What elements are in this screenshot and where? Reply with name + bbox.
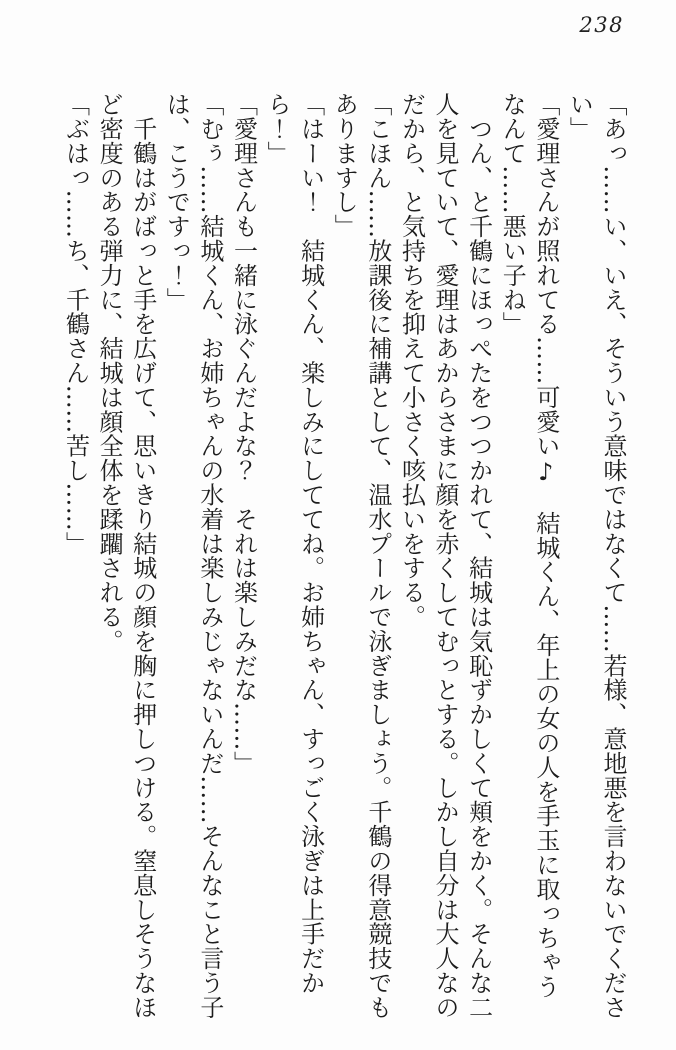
text-block (58, 92, 629, 1022)
paragraph: 「ぶはっ……ち、千鶴さん……苦し……」 (61, 92, 90, 556)
paragraph: 「はーい！ 結城くん、楽しみにしててね。お姉ちゃん、すっごく泳ぎは上手だから！」 (263, 92, 325, 995)
paragraph: 「愛理さんも一緒に泳ぐんだよな？ それは楽しみだな……」 (229, 92, 258, 776)
paragraph: 「こほん……放課後に補講として、温水プールで泳ぎましょう。千鶴の得意競技でもありますし」 (330, 92, 392, 1020)
paragraph: 「むぅ……結城くん、お姉ちゃんの水着は楽しみじゃないんだ……そんなこと言う子は、こうですっ！」 (162, 92, 224, 1020)
paragraph: 「愛理さんが照れてる……可愛い♪ 結城くん、年上の女の人を手玉に取っちゃうなんて……悪い子ね」 (498, 92, 560, 999)
paragraph: つん、と千鶴にほっぺたをつつかれて、結城は気恥ずかしくて頬をかく。そんな二人を見ていて、愛理はあからさまに顔を赤くしてむっとする。しかし自分は大人なのだから、と気持ちを抑えて小さく咳払いをする。 (397, 92, 493, 1020)
paragraph: 千鶴はがばっと手を広げて、思いきり結城の顔を胸に押しつける。窒息しそうなほど密度のある弾力に、結城は顔全体を蹂躙される。 (95, 92, 157, 1020)
paragraph: 「あっ……い、いえ、そういう意味ではなくて……若様、意地悪を言わないでください」 (565, 92, 627, 1020)
page-number: 238 (579, 13, 624, 37)
